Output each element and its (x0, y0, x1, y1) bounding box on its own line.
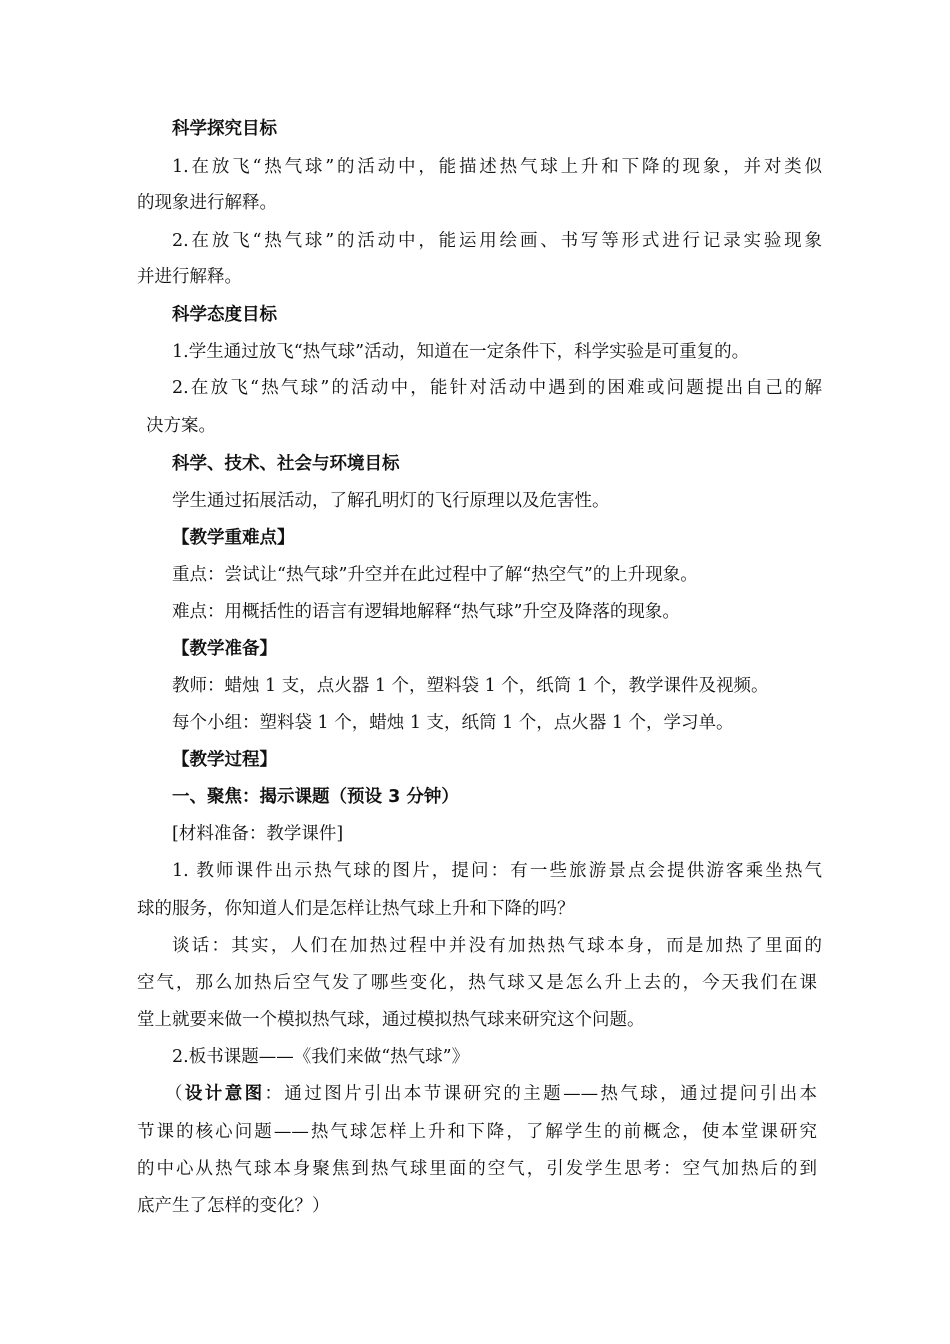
key-points-heading: 【教学重难点】 (172, 528, 295, 548)
inquiry-goal-2-line-2: 并进行解释。 (137, 267, 242, 287)
preparation-group: 每个小组：塑料袋 1 个，蜡烛 1 支，纸筒 1 个，点火器 1 个，学习单。 (172, 713, 734, 733)
stse-goal-1: 学生通过拓展活动，了解孔明灯的飞行原理以及危害性。 (172, 491, 610, 511)
key-point: 重点：尝试让“热气球”升空并在此过程中了解“热空气”的上升现象。 (172, 565, 698, 585)
attitude-goal-2-line-1: 2.在放飞“热气球”的活动中，能针对活动中遇到的困难或问题提出自己的解 (172, 378, 822, 398)
talk-line-1: 谈话：其实，人们在加热过程中并没有加热热气球本身，而是加热了里面的 (172, 936, 822, 956)
attitude-goal-2-line-2: 决方案。 (146, 416, 216, 436)
stse-goal-heading: 科学、技术、社会与环境目标 (172, 454, 400, 474)
focus-heading: 一、聚焦：揭示课题（预设 3 分钟） (172, 787, 459, 807)
inquiry-goal-heading: 科学探究目标 (172, 119, 277, 139)
inquiry-goal-1-line-2: 的现象进行解释。 (137, 193, 277, 213)
design-line-1-text: ：通过图片引出本节课研究的主题——热气球，通过提问引出本 (264, 1084, 817, 1104)
design-line-3: 的中心从热气球本身聚焦到热气球里面的空气，引发学生思考：空气加热后的到 (137, 1159, 817, 1179)
preparation-heading: 【教学准备】 (172, 639, 277, 659)
design-line-2: 节课的核心问题——热气球怎样上升和下降，了解学生的前概念，使本堂课研究 (137, 1122, 817, 1142)
inquiry-goal-2-line-1: 2.在放飞“热气球”的活动中，能运用绘画、书写等形式进行记录实验现象 (172, 231, 822, 251)
difficult-point: 难点：用概括性的语言有逻辑地解释“热气球”升空及降落的现象。 (172, 602, 680, 622)
attitude-goal-1: 1.学生通过放飞“热气球”活动，知道在一定条件下，科学实验是可重复的。 (172, 342, 750, 362)
talk-line-3: 堂上就要来做一个模拟热气球，通过模拟热气球来研究这个问题。 (137, 1010, 645, 1030)
talk-line-2: 空气，那么加热后空气发了哪些变化，热气球又是怎么升上去的，今天我们在课 (137, 973, 817, 993)
preparation-teacher: 教师：蜡烛 1 支，点火器 1 个，塑料袋 1 个，纸筒 1 个，教学课件及视频。 (172, 676, 769, 696)
materials-note: [材料准备：教学课件] (172, 824, 344, 844)
step1-line-1: 1. 教师课件出示热气球的图片，提问：有一些旅游景点会提供游客乘坐热气 (172, 861, 822, 881)
step1-line-2: 球的服务，你知道人们是怎样让热气球上升和下降的吗？ (137, 899, 575, 919)
attitude-goal-heading: 科学态度目标 (172, 305, 277, 325)
design-open-paren: （ (165, 1084, 185, 1104)
design-label: 设计意图 (184, 1084, 265, 1104)
design-line-4: 底产生了怎样的变化？） (137, 1196, 330, 1216)
design-line-1 (165, 1082, 817, 1106)
step2-title: 2.板书课题——《我们来做“热气球”》 (172, 1047, 470, 1067)
process-heading: 【教学过程】 (172, 750, 277, 770)
inquiry-goal-1-line-1: 1.在放飞“热气球”的活动中，能描述热气球上升和下降的现象，并对类似 (172, 157, 822, 177)
